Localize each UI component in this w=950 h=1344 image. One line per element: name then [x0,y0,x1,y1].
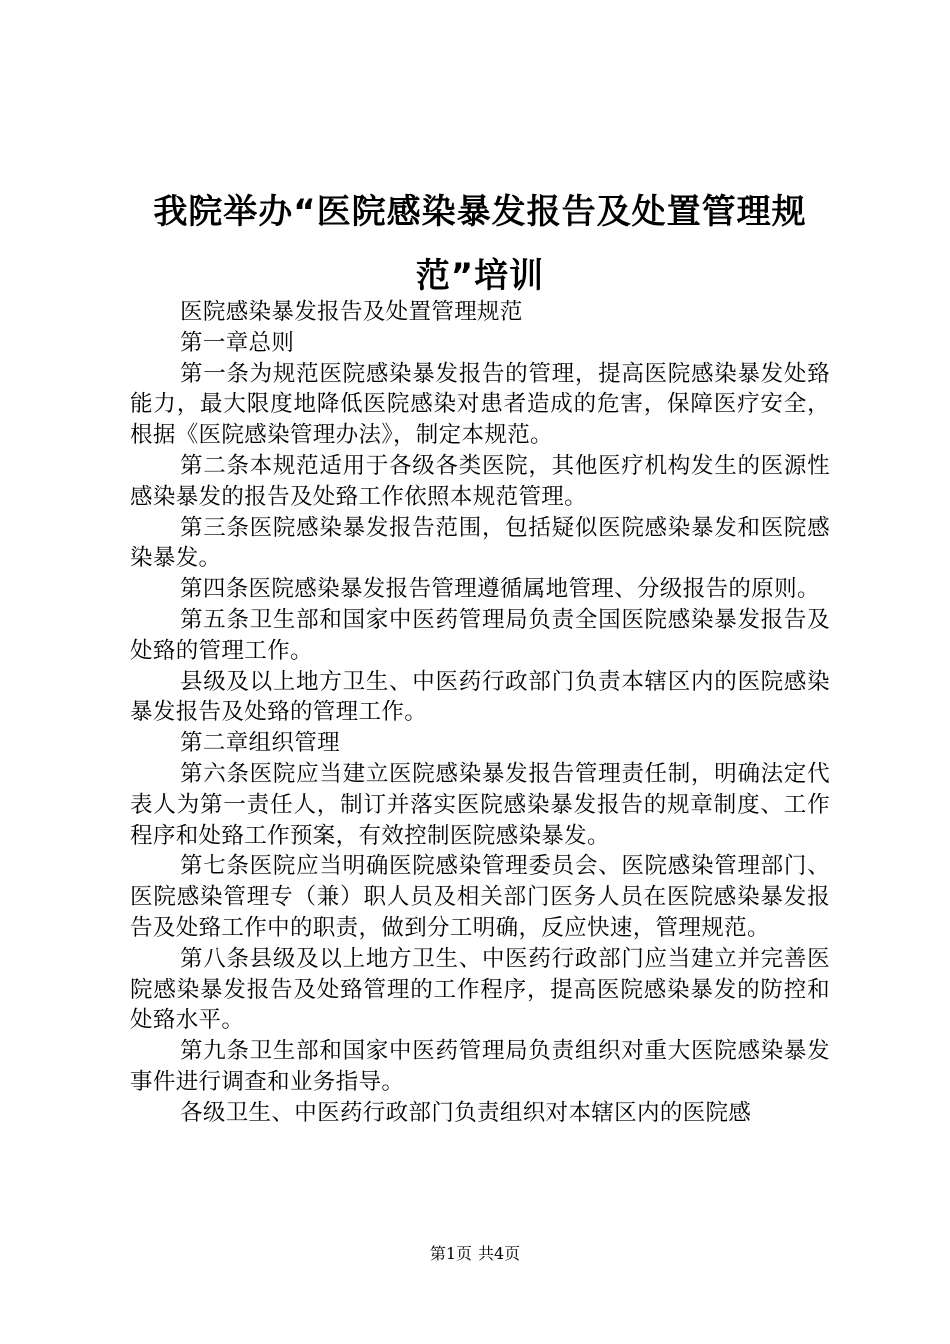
page-footer [0,1244,950,1264]
paragraph: 第四条医院感染暴发报告管理遵循属地管理、分级报告的原则。 [180,576,820,603]
document-body [130,297,830,1129]
paragraph: 第七条医院应当明确医院感染管理委员会、医院感染管理部门、医院感染管理专（兼）职人员及相关部门医务人员在医院感染暴发报告及处臵工作中的职责，做到分工明确，反应快速，管理规范。 [130,853,830,941]
paragraph: 各级卫生、中医药行政部门负责组织对本辖区内的医院感 [180,1099,752,1126]
paragraph: 医院感染暴发报告及处置管理规范 [180,299,523,325]
page-total: 共4页 [478,1244,521,1263]
paragraph: 第二条本规范适用于各级各类医院，其他医疗机构发生的医源性感染暴发的报告及处臵工作依照本规范管理。 [130,452,830,510]
paragraph: 第二章组织管理 [180,730,340,757]
paragraph: 第八条县级及以上地方卫生、中医药行政部门应当建立并完善医院感染暴发报告及处臵管理的工作程序，提高医院感染暴发的防控和处臵水平。 [130,945,830,1034]
paragraph: 第六条医院应当建立医院感染暴发报告管理责任制，明确法定代表人为第一责任人，制订并落实医院感染暴发报告的规章制度、工作程序和处臵工作预案，有效控制医院感染暴发。 [130,760,830,849]
paragraph: 第五条卫生部和国家中医药管理局负责全国医院感染暴发报告及处臵的管理工作。 [130,606,830,664]
paragraph: 第一条为规范医院感染暴发报告的管理，提高医院感染暴发处臵能力，最大限度地降低医院感染对患者造成的危害，保障医疗安全，根据《医院感染管理办法》，制定本规范。 [130,360,830,449]
paragraph: 第九条卫生部和国家中医药管理局负责组织对重大医院感染暴发事件进行调查和业务指导。 [130,1038,830,1095]
paragraph: 县级及以上地方卫生、中医药行政部门负责本辖区内的医院感染暴发报告及处臵的管理工作。 [130,668,830,726]
page-number: 第1页 [429,1244,472,1263]
document-title: 我院举办“医院感染暴发报告及处置管理规范”培训 [153,192,807,296]
paragraph: 第一章总则 [180,329,295,356]
paragraph: 第三条医院感染暴发报告范围，包括疑似医院感染暴发和医院感染暴发。 [130,514,830,572]
